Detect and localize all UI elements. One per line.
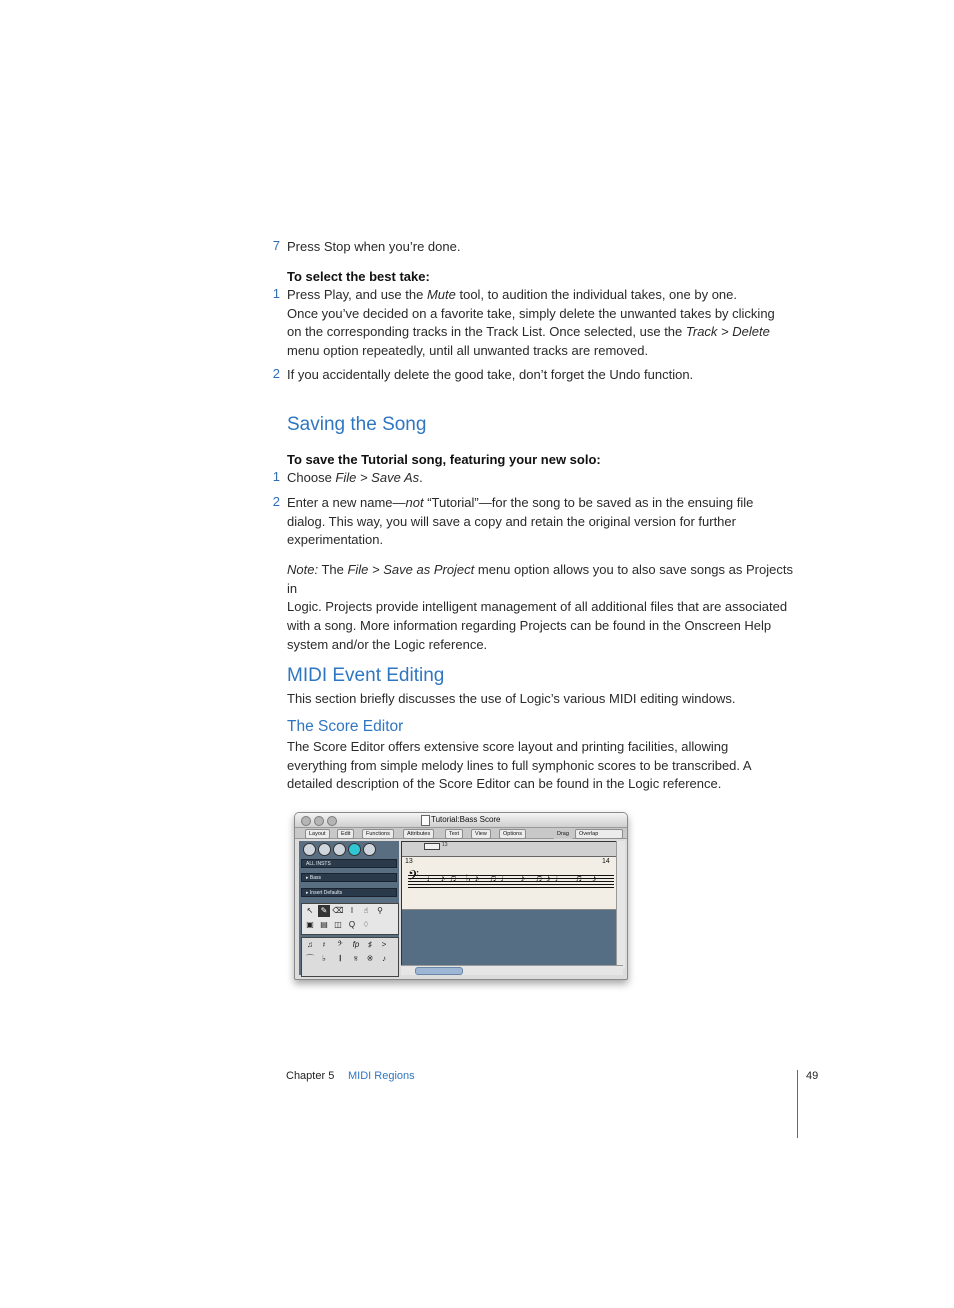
text-tool-icon[interactable]: I [350, 906, 354, 915]
procedure-heading: To select the best take: [287, 269, 430, 284]
local-menubar [295, 828, 627, 839]
chapter-label: Chapter 5 [286, 1070, 335, 1082]
chapter-title: MIDI Regions [348, 1070, 415, 1082]
step-number: 1 [272, 469, 280, 484]
toolbox [301, 903, 399, 935]
chord-icon[interactable]: ♪ [382, 954, 386, 963]
bar-number: 13 [405, 858, 413, 865]
dynamics-icon[interactable]: fp [352, 940, 360, 949]
window-titlebar [295, 813, 627, 828]
bar-ruler[interactable] [402, 842, 616, 857]
section-intro: This section briefly discusses the use of Logic’s various MIDI editing windows. [287, 691, 736, 706]
bass-clef-icon: 𝄢 [408, 868, 419, 887]
drag-label: Drag [553, 829, 573, 839]
section-title: Saving the Song [287, 414, 427, 435]
staff-view[interactable] [402, 857, 616, 910]
slur-icon[interactable]: ⌒ [306, 954, 314, 963]
score-sidebar [299, 841, 399, 975]
pedal-icon[interactable]: ※ [366, 954, 374, 963]
ruler-number: 13 [442, 842, 448, 848]
menu-text[interactable]: Text [445, 829, 463, 839]
procedure-heading: To save the Tutorial song, featuring your new solo: [287, 452, 601, 467]
minimize-icon[interactable] [314, 816, 324, 826]
vertical-scrollbar[interactable] [616, 841, 625, 969]
section-title: MIDI Event Editing [287, 665, 445, 686]
score-editor-screenshot [294, 812, 628, 980]
step-text: Choose File > Save As. [287, 470, 423, 485]
step-number: 2 [272, 494, 280, 509]
rest-icon[interactable]: 𝄽 [322, 940, 326, 949]
zoom-icon[interactable] [327, 816, 337, 826]
menu-options[interactable]: Options [499, 829, 526, 839]
part-box-icon[interactable] [333, 843, 346, 856]
quantize-tool-icon[interactable]: Q [348, 920, 356, 929]
symbol-palette [301, 937, 399, 977]
repeat-icon[interactable]: 𝄋 [354, 954, 358, 963]
layout-tool-icon[interactable]: ▤ [320, 920, 328, 929]
cycle-locator[interactable] [424, 843, 440, 850]
eraser-tool-icon[interactable]: ⌫ [332, 906, 344, 915]
notes: ♩♪♫ ♭♪ ♫♩ ♪ ♫♪♩ ♫ ♪ [426, 873, 601, 885]
drag-mode-select[interactable]: Overlap [575, 829, 623, 839]
menu-functions[interactable]: Functions [362, 829, 394, 839]
step-text: Enter a new name—not “Tutorial”—for the song to be saved as in the ensuing file dialog. This way, you will save a copy and retain the original version for further experimentation. [287, 495, 754, 548]
step-number: 7 [272, 238, 280, 253]
arrow-tool-icon[interactable]: ↖ [306, 906, 314, 915]
step-text: Press Stop when you’re done. [287, 239, 461, 254]
instrument-set-bar[interactable]: ALL INSTS [301, 859, 397, 868]
display-icon[interactable] [363, 843, 376, 856]
accidentals-icon[interactable]: ♯ [368, 940, 372, 949]
menu-attributes[interactable]: Attributes [403, 829, 434, 839]
menu-edit[interactable]: Edit [337, 829, 354, 839]
glue-tool-icon[interactable]: ▣ [306, 920, 314, 929]
scroll-thumb[interactable] [415, 967, 463, 975]
accent-icon[interactable]: > [381, 940, 387, 949]
tool-row [301, 843, 397, 857]
pointer-tool-icon[interactable] [303, 843, 316, 856]
document-icon [421, 815, 430, 826]
window-title: Tutorial:Bass Score [431, 815, 501, 824]
magnify-tool-icon[interactable]: ⚲ [377, 906, 383, 915]
score-area[interactable] [401, 841, 617, 971]
menu-view[interactable]: View [471, 829, 491, 839]
close-icon[interactable] [301, 816, 311, 826]
footer-rule [797, 1070, 798, 1138]
link-icon[interactable] [348, 843, 361, 856]
pencil-tool-icon[interactable]: ✎ [318, 905, 330, 917]
notes-icon[interactable]: ♫ [307, 940, 313, 949]
finger-tool-icon[interactable]: ☝ [363, 906, 369, 915]
insert-defaults-disclosure[interactable]: ▸ Insert Defaults [301, 888, 397, 897]
barline-icon[interactable]: 𝄂 [339, 954, 341, 963]
step-text: If you accidentally delete the good take, don’t forget the Undo function. [287, 367, 694, 382]
camera-tool-icon[interactable]: ◫ [334, 920, 342, 929]
subsection-title: The Score Editor [287, 718, 404, 735]
clef-icon[interactable]: 𝄢 [337, 940, 343, 949]
paragraph: The Score Editor offers extensive score layout and printing facilities, allowing everything from simple melody lines to full symphonic scores to be transcribed. A detailed description of the Score Editor can be found in the Logic reference. [287, 739, 752, 792]
menu-layout[interactable]: Layout [305, 829, 330, 839]
flats-icon[interactable]: ♭ [322, 954, 326, 963]
step-text: Press Play, and use the Mute tool, to audition the individual takes, one by one. Once you’ve decided on a favorite take, simply delete the unwanted takes by clicking on the corresponding tracks in the Track List. Once selected, use the Track > Delete menu option repeatedly, until all unwanted tracks are removed. [287, 287, 775, 359]
track-disclosure[interactable]: ▸ Bass [301, 873, 397, 882]
page-number: 49 [806, 1070, 819, 1082]
note: Note: The File > Save as Project menu option allows you to also save songs as Projects in Logic. Projects provide intelligent management of all additional files that are associated with a song. More information regarding Projects can be found in the Onscreen Help system and/or the Logic reference. [287, 562, 793, 652]
step-number: 1 [272, 286, 280, 301]
step-number: 2 [272, 366, 280, 381]
bar-number: 14 [602, 858, 610, 865]
horizontal-scrollbar[interactable] [401, 965, 623, 975]
layout-tool-icon[interactable] [318, 843, 331, 856]
voice-tool-icon[interactable]: ♢ [362, 920, 370, 929]
